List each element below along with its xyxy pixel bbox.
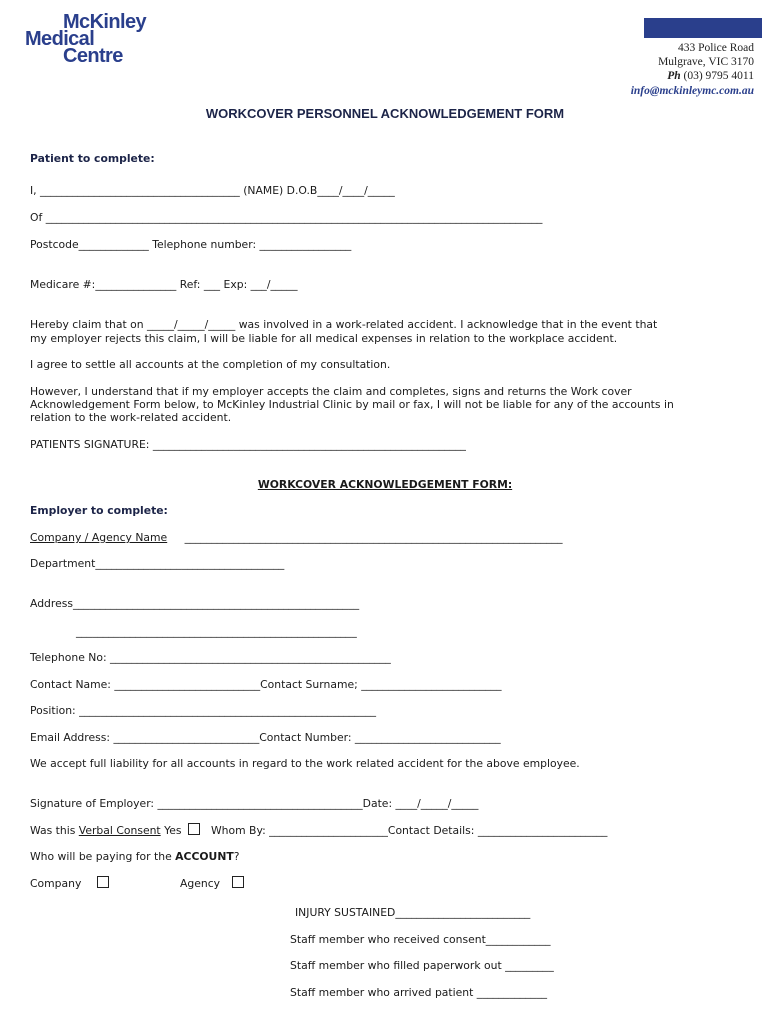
company-option (30, 876, 109, 891)
patient-signature-line[interactable]: PATIENTS SIGNATURE: __________________________________________________________ (30, 438, 466, 451)
patient-postcode-line[interactable]: Postcode_____________ Telephone number: _________________ (30, 238, 352, 251)
however-line-1: However, I understand that if my employer accepts the claim and completes, signs and returns the Work cover (30, 385, 632, 398)
patient-medicare-line[interactable]: Medicare #:_______________ Ref: ___ Exp: ___/_____ (30, 278, 298, 291)
address-street: 433 Police Road (677, 42, 754, 54)
address-phone (667, 69, 754, 83)
patient-name-line[interactable]: I, _____________________________________ (NAME) D.O.B____/____/_____ (30, 184, 395, 197)
staff-arrived-line[interactable]: Staff member who arrived patient _____________ (290, 986, 547, 999)
contact-name-line[interactable]: Contact Name: ___________________________Contact Surname; __________________________ (30, 678, 502, 691)
verbal-consent-yes: Yes (160, 824, 182, 837)
claim-line-2: my employer rejects this claim, I will be liable for all medical expenses in relation to the workplace accident. (30, 332, 618, 345)
company-agency-blank[interactable]: ______________________________________________________________________ (184, 531, 563, 544)
paying-question: Who will be paying for the ACCOUNT? (30, 850, 240, 863)
phone-number: (03) 9795 4011 (683, 70, 754, 82)
however-line-2: Acknowledgement Form below, to McKinley Industrial Clinic by mail or fax, I will not be liable for any of the accounts in (30, 398, 674, 411)
whom-by-line[interactable]: Whom By: ______________________Contact Details: ________________________ (210, 824, 608, 837)
staff-paperwork-line[interactable]: Staff member who filled paperwork out _________ (290, 959, 554, 972)
employer-heading: Employer to complete: (30, 504, 168, 517)
logo-line-3: Centre (63, 45, 123, 67)
patient-of-line[interactable]: Of ____________________________________________________________________________________________ (30, 211, 543, 224)
account-label: ACCOUNT (175, 850, 234, 863)
verbal-consent-label: Verbal Consent (78, 824, 161, 837)
liability-line: We accept full liability for all accounts in regard to the work related accident for the above employee. (30, 757, 580, 770)
logo-line-2: Medical (25, 28, 95, 50)
company-agency-row (30, 531, 563, 545)
injury-sustained-line[interactable]: INJURY SUSTAINED_________________________ (295, 906, 531, 919)
company-checkbox[interactable] (97, 876, 109, 888)
telephone-line[interactable]: Telephone No: ____________________________________________________ (30, 651, 391, 664)
agency-checkbox[interactable] (232, 876, 244, 888)
patient-heading: Patient to complete: (30, 152, 155, 165)
department-line[interactable]: Department___________________________________ (30, 557, 285, 570)
header-bar (644, 18, 762, 38)
however-line-3: relation to the work-related accident. (30, 411, 232, 424)
acknowledgement-form-heading: WORKCOVER ACKNOWLEDGEMENT FORM: (257, 478, 513, 491)
address-line[interactable]: Address_____________________________________________________ (30, 597, 360, 610)
company-option-label: Company (30, 877, 82, 890)
address-line-2[interactable]: ____________________________________________________ (76, 625, 357, 638)
agency-option-label: Agency (180, 877, 221, 890)
address-email[interactable]: info@mckinleymc.com.au (630, 85, 754, 97)
employer-signature-line[interactable]: Signature of Employer: ______________________________________Date: ____/_____/_____ (30, 797, 479, 810)
staff-consent-line[interactable]: Staff member who received consent____________ (290, 933, 551, 946)
agree-line: I agree to settle all accounts at the completion of my consultation. (30, 358, 391, 371)
phone-label: Ph (667, 70, 681, 82)
verbal-consent-prefix: Was this (30, 824, 79, 837)
verbal-consent-row (30, 823, 607, 838)
position-line[interactable]: Position: _______________________________________________________ (30, 704, 377, 717)
claim-line-1: Hereby claim that on _____/_____/_____ was involved in a work-related accident. I acknowledge that in the event that (30, 318, 658, 331)
agency-option (180, 876, 244, 891)
logo-line-1: McKinley (63, 11, 147, 33)
address-suburb: Mulgrave, VIC 3170 (658, 56, 754, 68)
company-agency-label: Company / Agency Name (30, 531, 168, 544)
page-title: WORKCOVER PERSONNEL ACKNOWLEDGEMENT FORM (205, 106, 565, 121)
verbal-consent-checkbox[interactable] (188, 823, 200, 835)
email-line[interactable]: Email Address: ___________________________Contact Number: ___________________________ (30, 731, 501, 744)
